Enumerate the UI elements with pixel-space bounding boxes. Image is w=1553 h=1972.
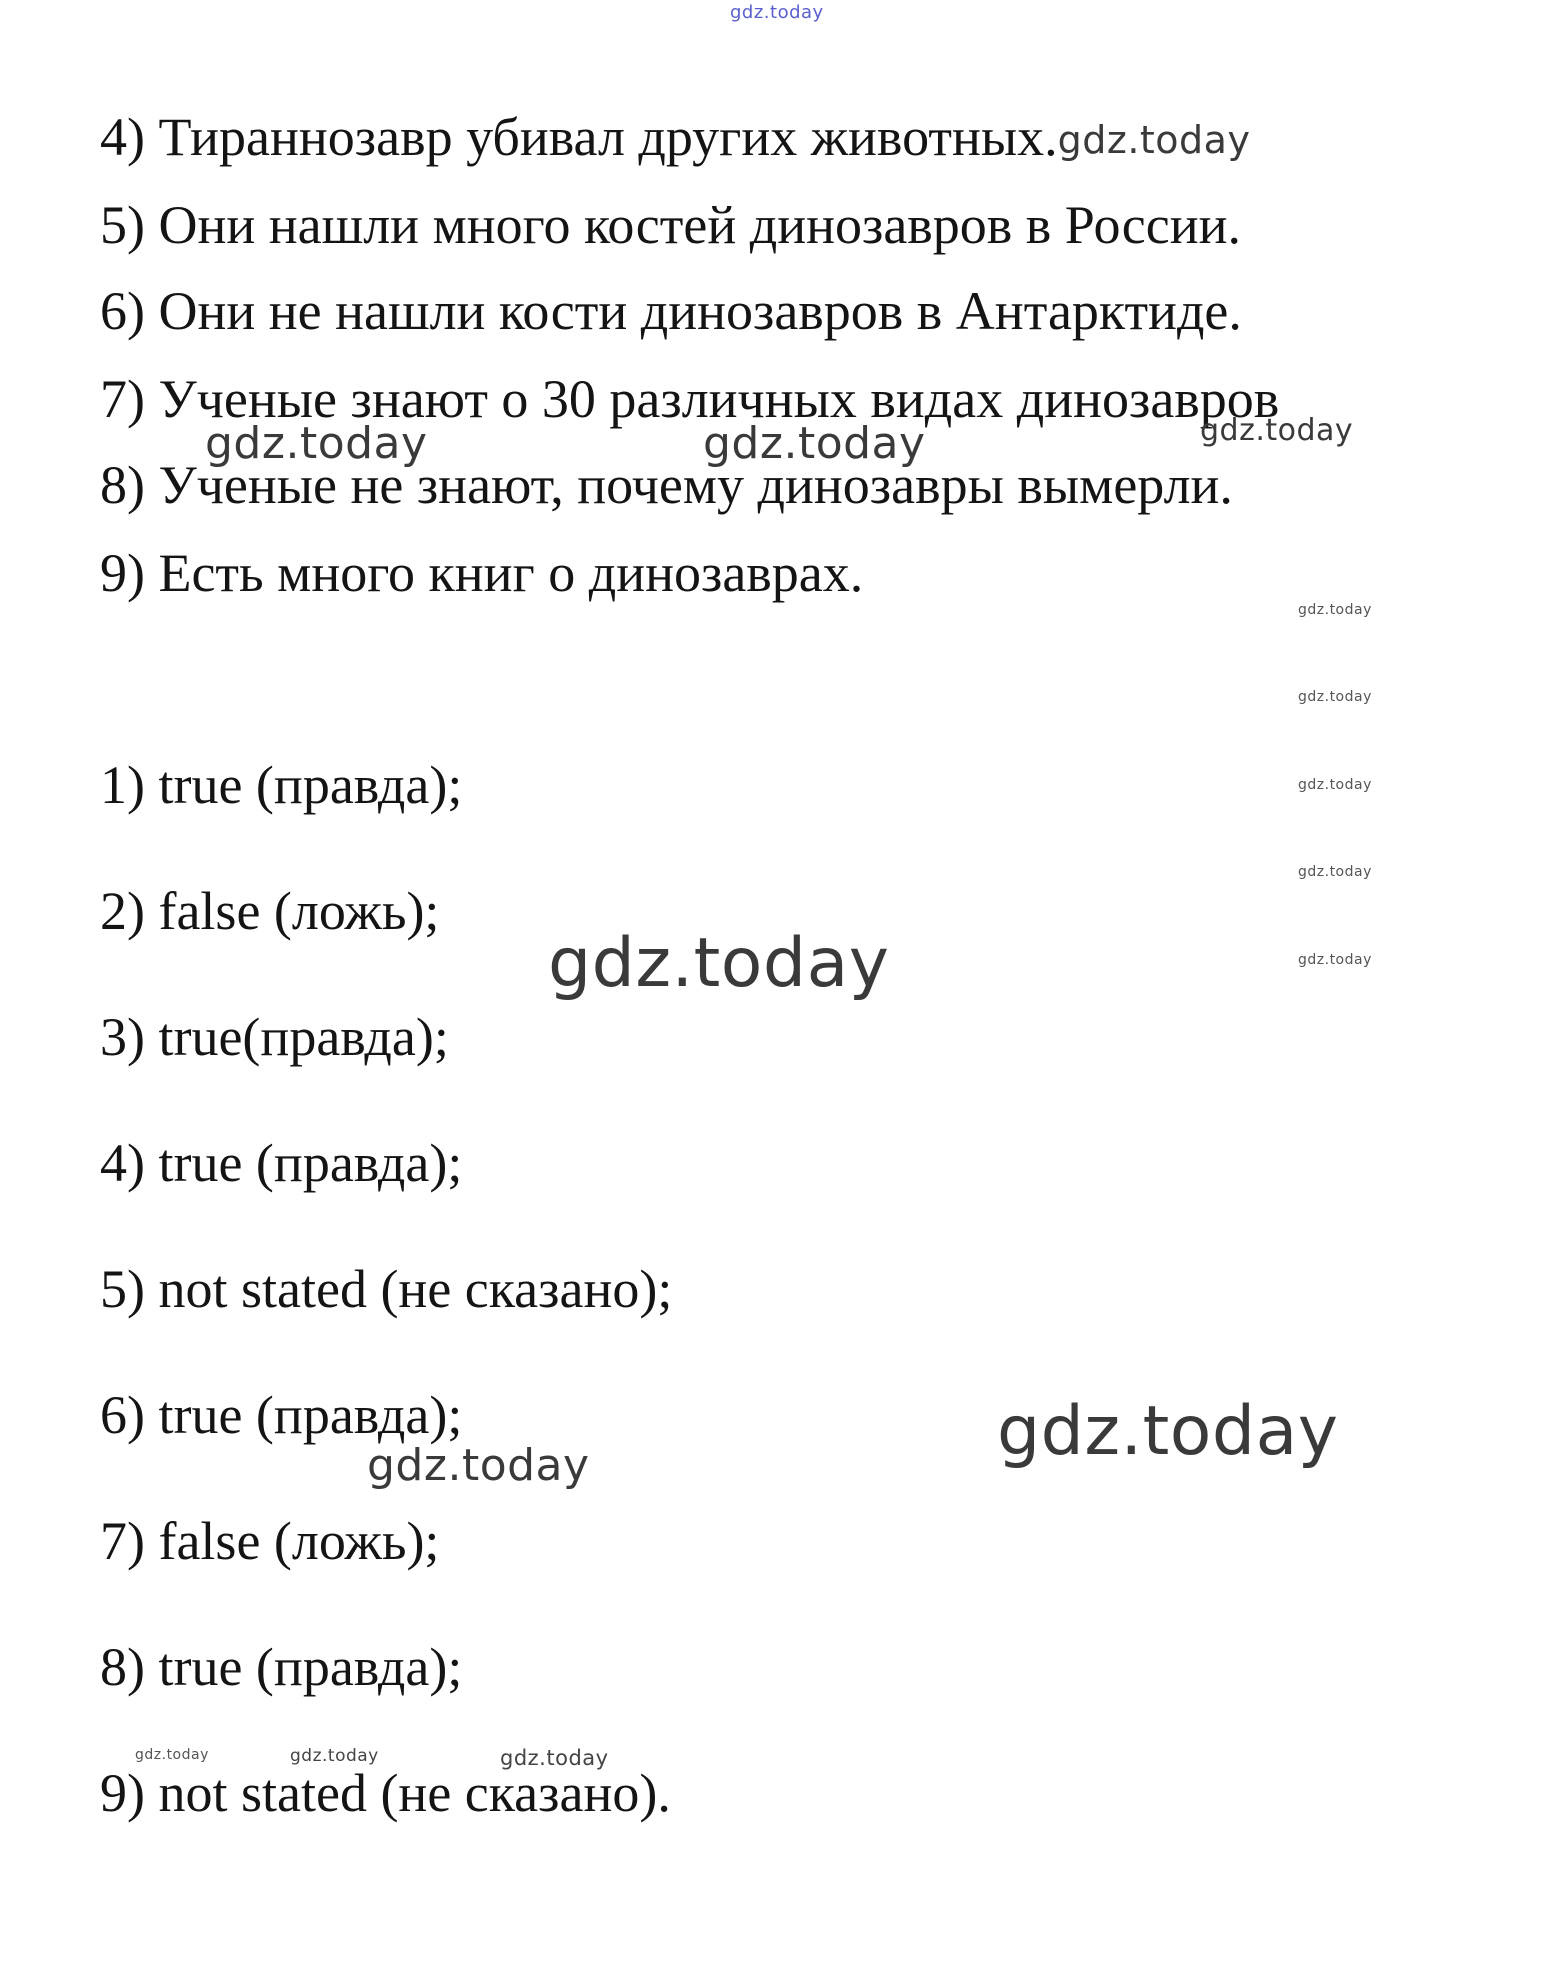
answer-line: 7) false (ложь); xyxy=(100,1511,440,1571)
watermark-small: gdz.today xyxy=(135,1747,209,1763)
watermark: gdz.today xyxy=(1200,413,1354,448)
watermark-small: gdz.today xyxy=(1298,777,1372,793)
watermark-small: gdz.today xyxy=(1298,952,1372,968)
watermark-small: gdz.today xyxy=(1298,864,1372,880)
statement-line: 6) Они не нашли кости динозавров в Антарктиде. xyxy=(100,281,1242,341)
watermark: gdz.today xyxy=(205,418,428,469)
watermark: gdz.today xyxy=(367,1440,590,1491)
watermark-small: gdz.today xyxy=(1298,602,1372,618)
watermark-small: gdz.today xyxy=(1298,689,1372,705)
answer-line: 8) true (правда); xyxy=(100,1637,463,1697)
answer-line: 1) true (правда); xyxy=(100,755,463,815)
answer-line: 2) false (ложь); xyxy=(100,881,440,941)
answer-line: 4) true (правда); xyxy=(100,1133,463,1193)
watermark-small: gdz.today xyxy=(290,1746,379,1766)
answer-line: 6) true (правда); xyxy=(100,1385,463,1445)
statement-line: 5) Они нашли много костей динозавров в России. xyxy=(100,195,1242,255)
watermark-large: gdz.today xyxy=(548,924,890,1003)
statement-text: 4) Тираннозавр убивал других животных. xyxy=(100,107,1058,167)
statement-line xyxy=(100,107,1251,167)
statement-line: 7) Ученые знают о 30 различных видах динозавров xyxy=(100,369,1280,429)
answer-line: 5) not stated (не сказано); xyxy=(100,1259,673,1319)
statement-line: 9) Есть много книг о динозаврах. xyxy=(100,543,864,603)
answer-line: 3) true(правда); xyxy=(100,1007,449,1067)
watermark-inline: gdz.today xyxy=(1057,118,1251,162)
statement-line: 8) Ученые не знают, почему динозавры вымерли. xyxy=(100,455,1233,515)
watermark-top: gdz.today xyxy=(730,2,824,23)
answer-line: 9) not stated (не сказано). xyxy=(100,1763,671,1823)
watermark-large: gdz.today xyxy=(997,1392,1339,1471)
watermark-small: gdz.today xyxy=(500,1746,609,1770)
watermark: gdz.today xyxy=(703,418,926,469)
